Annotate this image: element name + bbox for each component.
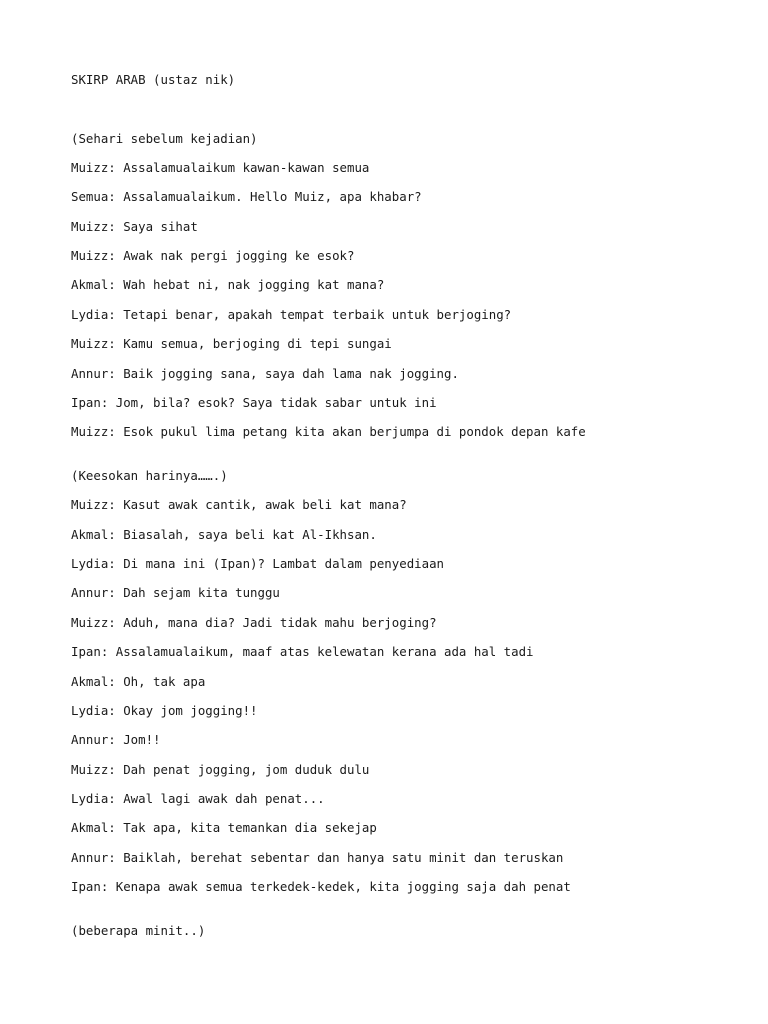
scene-heading-2: (Keesokan harinya…….) (71, 468, 228, 483)
dialogue-line: Muizz: Saya sihat (71, 219, 198, 234)
dialogue-line: Muizz: Dah penat jogging, jom duduk dulu (71, 762, 370, 777)
dialogue-line: Muizz: Awak nak pergi jogging ke esok? (71, 248, 355, 263)
scene-heading-1: (Sehari sebelum kejadian) (71, 131, 258, 146)
dialogue-line: Akmal: Wah hebat ni, nak jogging kat mana? (71, 277, 385, 292)
dialogue-line: Ipan: Kenapa awak semua terkedek-kedek, kita jogging saja dah penat (71, 879, 571, 894)
dialogue-line: Muizz: Aduh, mana dia? Jadi tidak mahu berjoging? (71, 615, 437, 630)
scene-heading-3: (beberapa minit..) (71, 923, 206, 938)
dialogue-line: Akmal: Tak apa, kita temankan dia sekejap (71, 820, 377, 835)
dialogue-line: Muizz: Kasut awak cantik, awak beli kat mana? (71, 497, 407, 512)
dialogue-line: Annur: Dah sejam kita tunggu (71, 585, 280, 600)
dialogue-line: Lydia: Tetapi benar, apakah tempat terbaik untuk berjoging? (71, 307, 512, 322)
dialogue-line: Akmal: Oh, tak apa (71, 674, 206, 689)
dialogue-line: Ipan: Assalamualaikum, maaf atas kelewatan kerana ada hal tadi (71, 644, 534, 659)
dialogue-line: Muizz: Assalamualaikum kawan-kawan semua (71, 160, 370, 175)
dialogue-line: Lydia: Di mana ini (Ipan)? Lambat dalam penyediaan (71, 556, 444, 571)
dialogue-line: Annur: Baik jogging sana, saya dah lama nak jogging. (71, 366, 459, 381)
dialogue-line: Semua: Assalamualaikum. Hello Muiz, apa khabar? (71, 189, 422, 204)
dialogue-line: Muizz: Esok pukul lima petang kita akan berjumpa di pondok depan kafe (71, 424, 586, 439)
dialogue-line: Lydia: Okay jom jogging!! (71, 703, 258, 718)
dialogue-line: Muizz: Kamu semua, berjoging di tepi sungai (71, 336, 392, 351)
dialogue-line: Annur: Baiklah, berehat sebentar dan hanya satu minit dan teruskan (71, 850, 564, 865)
dialogue-line: Ipan: Jom, bila? esok? Saya tidak sabar untuk ini (71, 395, 437, 410)
dialogue-line: Annur: Jom!! (71, 732, 161, 747)
document-title: SKIRP ARAB (ustaz nik) (71, 72, 236, 87)
dialogue-line: Akmal: Biasalah, saya beli kat Al-Ikhsan. (71, 527, 377, 542)
dialogue-line: Lydia: Awal lagi awak dah penat... (71, 791, 325, 806)
